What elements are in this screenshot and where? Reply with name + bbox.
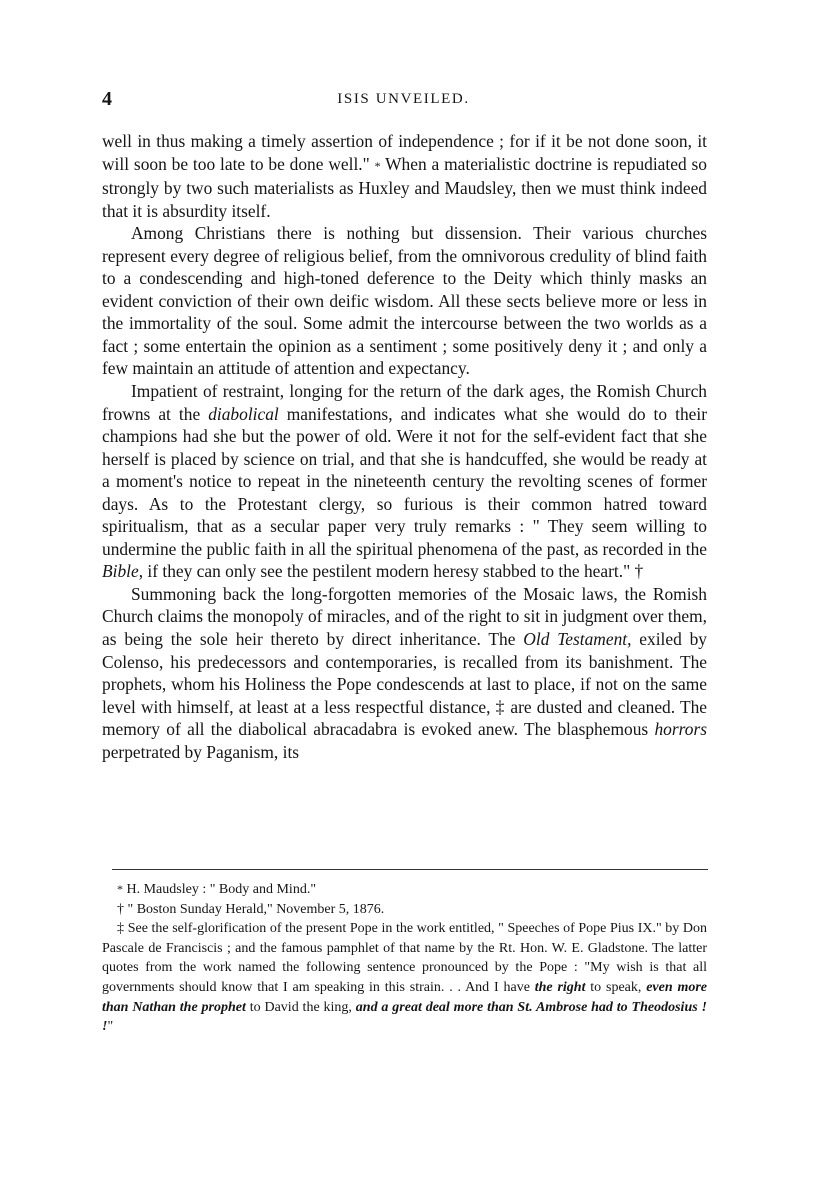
footnote: ‡ See the self-glorification of the present Pope in the work entitled, " Speeches of Pope Pius IX." by Don Pascale de Franciscis ; and the famous pamphlet of that name by the Rt. Hon. W. E. Gladstone. The latter quotes from the work named the following sentence pronounced by the Pope : "My wish is that all governments should know that I am speaking in this strain. . . And I have the right to speak, even more than Nathan the prophet to David the king, and a great deal more than St. Ambrose had to Theodosius ! !" (102, 921, 708, 1035)
footnote-ref: † (634, 561, 644, 582)
emphasis: even more than Nathan the prophet (102, 979, 708, 1015)
emphasis: Old Testament (523, 629, 628, 650)
emphasis: diabolical (208, 403, 279, 424)
page-header (102, 88, 705, 110)
emphasis: horrors (654, 719, 707, 740)
running-title: ISIS UNVEILED. (337, 91, 470, 107)
footnotes (102, 880, 707, 1037)
emphasis: the right (534, 979, 586, 995)
paragraph: Impatient of restraint, longing for the return of the dark ages, the Romish Church frowns at the diabolical manifestations, and indicates what she would do to their champions had she but the power of old. Were it not for the self-evident fact that she herself is placed by science on trial, and that she is handcuffed, she would be ready at a moment's notice to repeat in the nineteenth century the revolting scenes of former days. As to the Protestant clergy, so furious is their common hatred toward spiritualism, that as a secular paper very truly remarks : " They seem willing to undermine the public faith in all the spiritual phenomena of the past, as recorded in the Bible, if they can only see the pestilent modern heresy stabbed to the heart." † (102, 381, 707, 582)
footnote-separator (112, 869, 708, 870)
footnote: * H. Maudsley : " Body and Mind." (117, 882, 317, 897)
page-number: 4 (102, 88, 112, 110)
paragraph: Among Christians there is nothing but dissension. Their various churches represent every degree of religious belief, from the omnivorous credulity of blind faith to a condescending and high-toned deference to the Deity which thinly masks an evident conviction of their own deific wisdom. All these sects believe more or less in the immortality of the soul. Some admit the intercourse between the two worlds as a fact ; some entertain the opinion as a sentiment ; some positively deny it ; and only a few maintain an attitude of attention and expectancy. (102, 223, 707, 379)
footnote: † " Boston Sunday Herald," November 5, 1876. (117, 901, 385, 917)
footnote-ref: ‡ (495, 696, 506, 717)
body-text (102, 130, 707, 763)
emphasis: and a great deal more than St. Ambrose had to Theodosius ! ! (102, 999, 707, 1035)
paragraph: well in thus making a timely assertion of independence ; for if it be not done soon, it will soon be too late to be done well." * When a materialistic doctrine is repudiated so strongly by two such materialists as Huxley and Maudsley, then we must think indeed that it is absurdity itself. (102, 131, 707, 221)
footnote-ref: * (374, 158, 381, 173)
paragraph: Summoning back the long-forgotten memories of the Mosaic laws, the Romish Church claims the monopoly of miracles, and of the right to sit in judgment over them, as being the sole heir thereto by direct inheritance. The Old Testament, exiled by Colenso, his predecessors and contemporaries, is recalled from its banishment. The prophets, whom his Holiness the Pope condescends at last to place, if not on the same level with himself, at least at a less respectful distance, ‡ are dusted and cleaned. The memory of all the diabolical abracadabra is evoked anew. The blasphemous horrors perpetrated by Paganism, its (102, 583, 707, 762)
emphasis: Bible (102, 561, 139, 582)
